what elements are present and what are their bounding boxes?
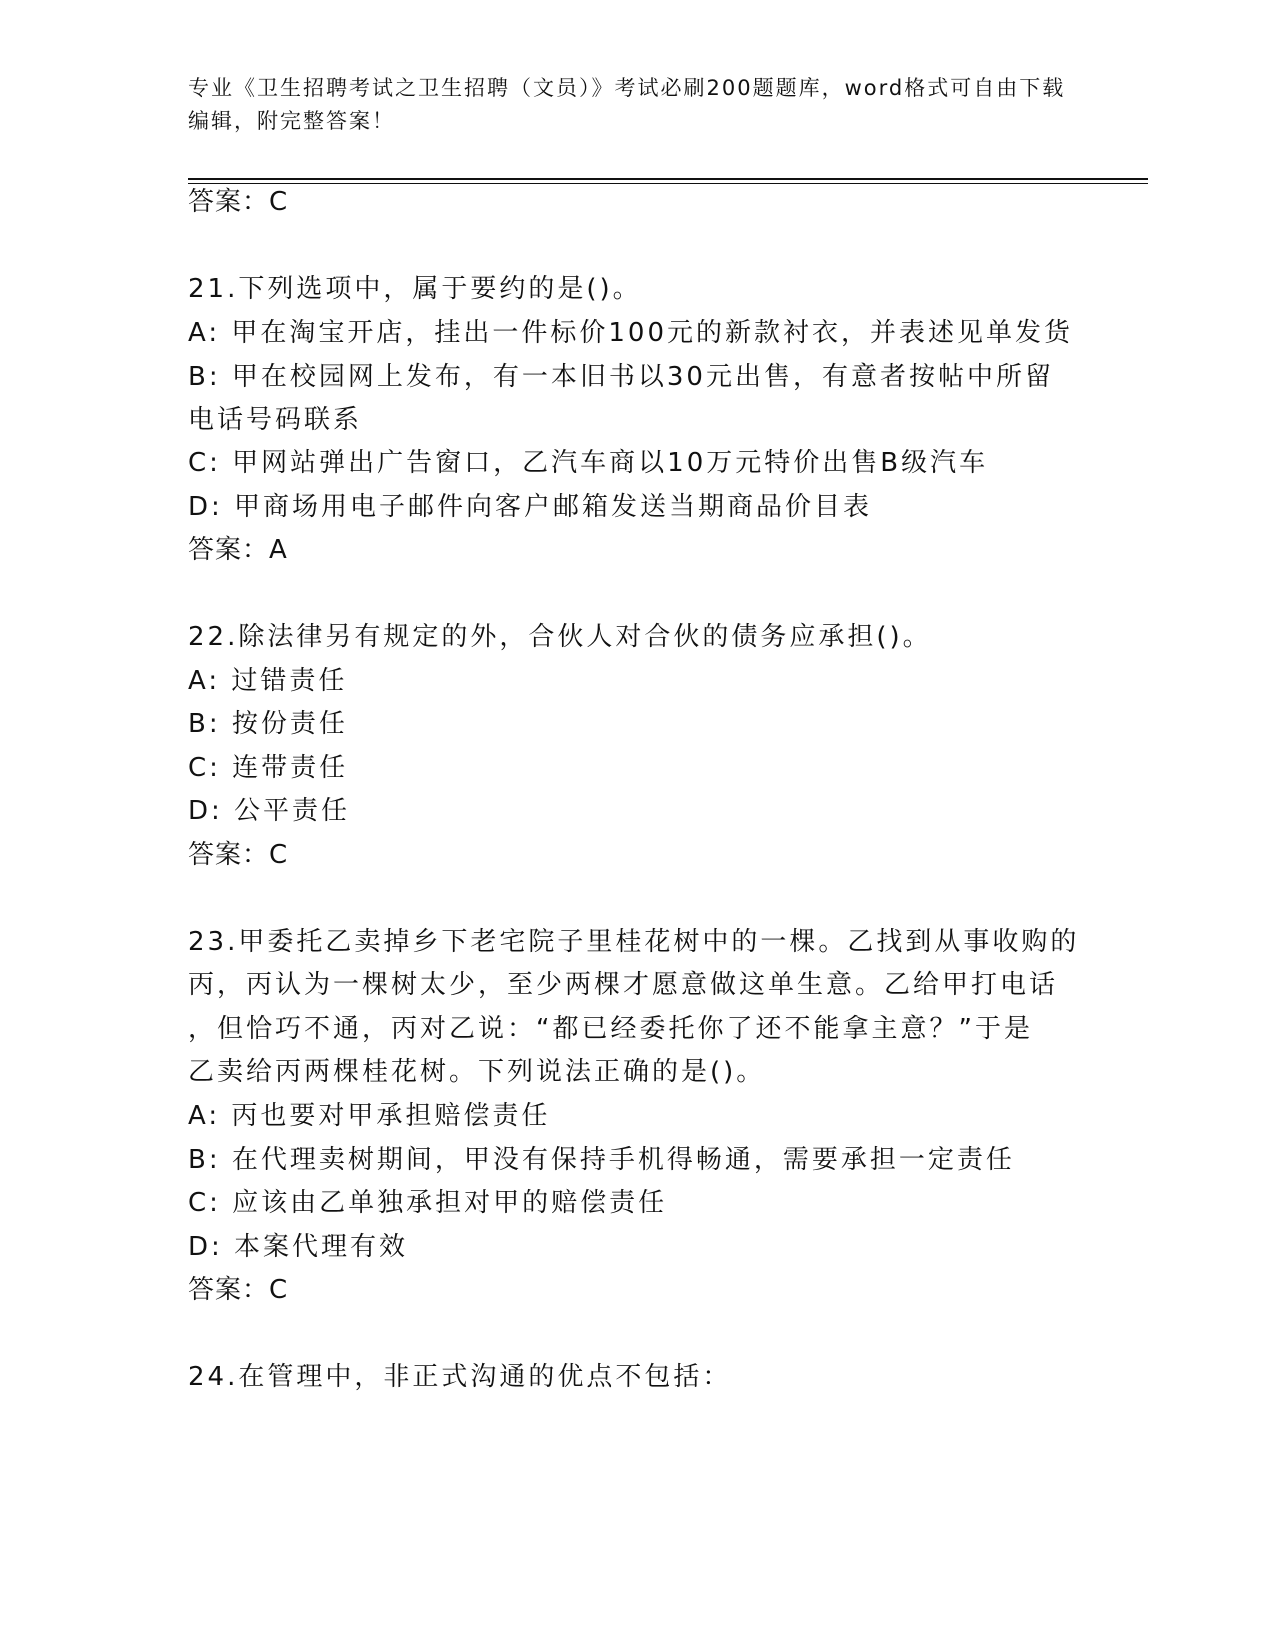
question-21-option-b: B: 甲在校园网上发布，有一本旧书以30元出售，有意者按帖中所留 bbox=[188, 362, 1054, 392]
question-23-stem-line-1: 23.甲委托乙卖掉乡下老宅院子里桂花树中的一棵。乙找到从事收购的 bbox=[188, 927, 1080, 957]
question-23-option-d: D: 本案代理有效 bbox=[188, 1232, 409, 1262]
question-23-answer: 答案：C bbox=[188, 1275, 289, 1305]
question-21-option-d: D: 甲商场用电子邮件向客户邮箱发送当期商品价目表 bbox=[188, 492, 873, 522]
question-23-stem-line-4: 乙卖给丙两棵桂花树。下列说法正确的是()。 bbox=[188, 1057, 766, 1087]
question-23-stem-line-3: ，但恰巧不通，丙对乙说：“都已经委托你了还不能拿主意？”于是 bbox=[188, 1014, 1033, 1044]
answer-previous: 答案：C bbox=[188, 187, 289, 217]
question-22-option-c: C: 连带责任 bbox=[188, 753, 349, 783]
question-23-option-c: C: 应该由乙单独承担对甲的赔偿责任 bbox=[188, 1188, 668, 1218]
document-header: 专业《卫生招聘考试之卫生招聘（文员）》考试必刷200题题库，word格式可自由下载编辑，附完整答案！ bbox=[188, 76, 1066, 133]
question-21-option-a: A: 甲在淘宝开店，挂出一件标价100元的新款衬衣，并表述见单发货 bbox=[188, 318, 1073, 348]
question-22-option-d: D: 公平责任 bbox=[188, 796, 351, 826]
question-24-stem: 24.在管理中，非正式沟通的优点不包括： bbox=[188, 1362, 732, 1392]
question-22-stem: 22.除法律另有规定的外，合伙人对合伙的债务应承担()。 bbox=[188, 622, 932, 652]
question-21-answer: 答案：A bbox=[188, 535, 288, 565]
question-23-option-a: A: 丙也要对甲承担赔偿责任 bbox=[188, 1101, 551, 1131]
question-21-option-c: C: 甲网站弹出广告窗口，乙汽车商以10万元特价出售B级汽车 bbox=[188, 448, 989, 478]
question-23-option-b: B: 在代理卖树期间，甲没有保持手机得畅通，需要承担一定责任 bbox=[188, 1145, 1015, 1175]
header-rule-thin bbox=[188, 183, 1148, 184]
question-22-option-b: B: 按份责任 bbox=[188, 709, 348, 739]
question-21-option-b-continued: 电话号码联系 bbox=[188, 405, 363, 435]
question-23-stem-line-2: 丙，丙认为一棵树太少，至少两棵才愿意做这单生意。乙给甲打电话 bbox=[188, 970, 1059, 1000]
question-21-stem: 21.下列选项中，属于要约的是()。 bbox=[188, 274, 642, 304]
question-22-answer: 答案：C bbox=[188, 840, 289, 870]
header-rule-thick bbox=[188, 178, 1148, 180]
question-22-option-a: A: 过错责任 bbox=[188, 666, 348, 696]
